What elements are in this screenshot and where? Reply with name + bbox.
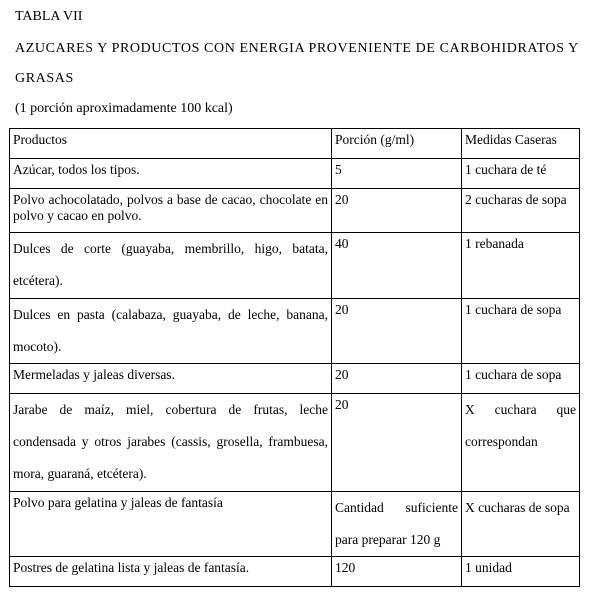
cell-product: Polvo achocolatado, polvos a base de cacao, chocolate en polvo y cacao en polvo. (10, 189, 332, 233)
table-row (10, 233, 580, 299)
table-row (10, 299, 580, 364)
cell-portion: 20 (332, 394, 462, 492)
portion-note: (1 porción aproximadamente 100 kcal) (15, 101, 233, 116)
table-row (10, 557, 580, 587)
cell-portion: 40 (332, 233, 462, 299)
cell-product: Dulces en pasta (calabaza, guayaba, de leche, banana, mocoto). (10, 299, 332, 364)
table-row (10, 492, 580, 557)
cell-product: Postres de gelatina lista y jaleas de fantasía. (10, 557, 332, 587)
cell-product: Jarabe de maíz, miel, cobertura de frutas, leche condensada y otros jarabes (cassis, grosella, frambuesa, mora, guaraná, etcétera). (10, 394, 332, 492)
cell-portion: 5 (332, 159, 462, 189)
cell-portion: 20 (332, 189, 462, 233)
table-row (10, 394, 580, 492)
cell-portion: 120 (332, 557, 462, 587)
table-heading-line-2: GRASAS (15, 71, 74, 86)
cell-portion: 20 (332, 364, 462, 394)
cell-product: Mermeladas y jaleas diversas. (10, 364, 332, 394)
cell-measure: 1 cuchara de sopa (462, 364, 580, 394)
table-header-row (10, 129, 580, 159)
cell-measure: 1 unidad (462, 557, 580, 587)
cell-measure: 1 cuchara de sopa (462, 299, 580, 364)
header-measure: Medidas Caseras (462, 129, 580, 159)
cell-measure: 1 cuchara de té (462, 159, 580, 189)
cell-measure: 1 rebanada (462, 233, 580, 299)
cell-product: Azúcar, todos los tipos. (10, 159, 332, 189)
header-products: Productos (10, 129, 332, 159)
table-row (10, 364, 580, 394)
cell-measure: X cuchara que correspondan (462, 394, 580, 492)
table-title: TABLA VII (15, 9, 83, 24)
cell-portion: Cantidad suficiente para preparar 120 g (332, 492, 462, 557)
table-row (10, 189, 580, 233)
cell-portion: 20 (332, 299, 462, 364)
cell-measure: 2 cucharas de sopa (462, 189, 580, 233)
table-row (10, 159, 580, 189)
cell-product: Dulces de corte (guayaba, membrillo, higo, batata, etcétera). (10, 233, 332, 299)
food-portion-table (9, 128, 580, 587)
cell-product: Polvo para gelatina y jaleas de fantasía (10, 492, 332, 557)
table-heading-line-1: AZUCARES Y PRODUCTOS CON ENERGIA PROVENIENTE DE CARBOHIDRATOS Y (15, 41, 579, 56)
header-portion: Porción (g/ml) (332, 129, 462, 159)
cell-measure: X cucharas de sopa (462, 492, 580, 557)
